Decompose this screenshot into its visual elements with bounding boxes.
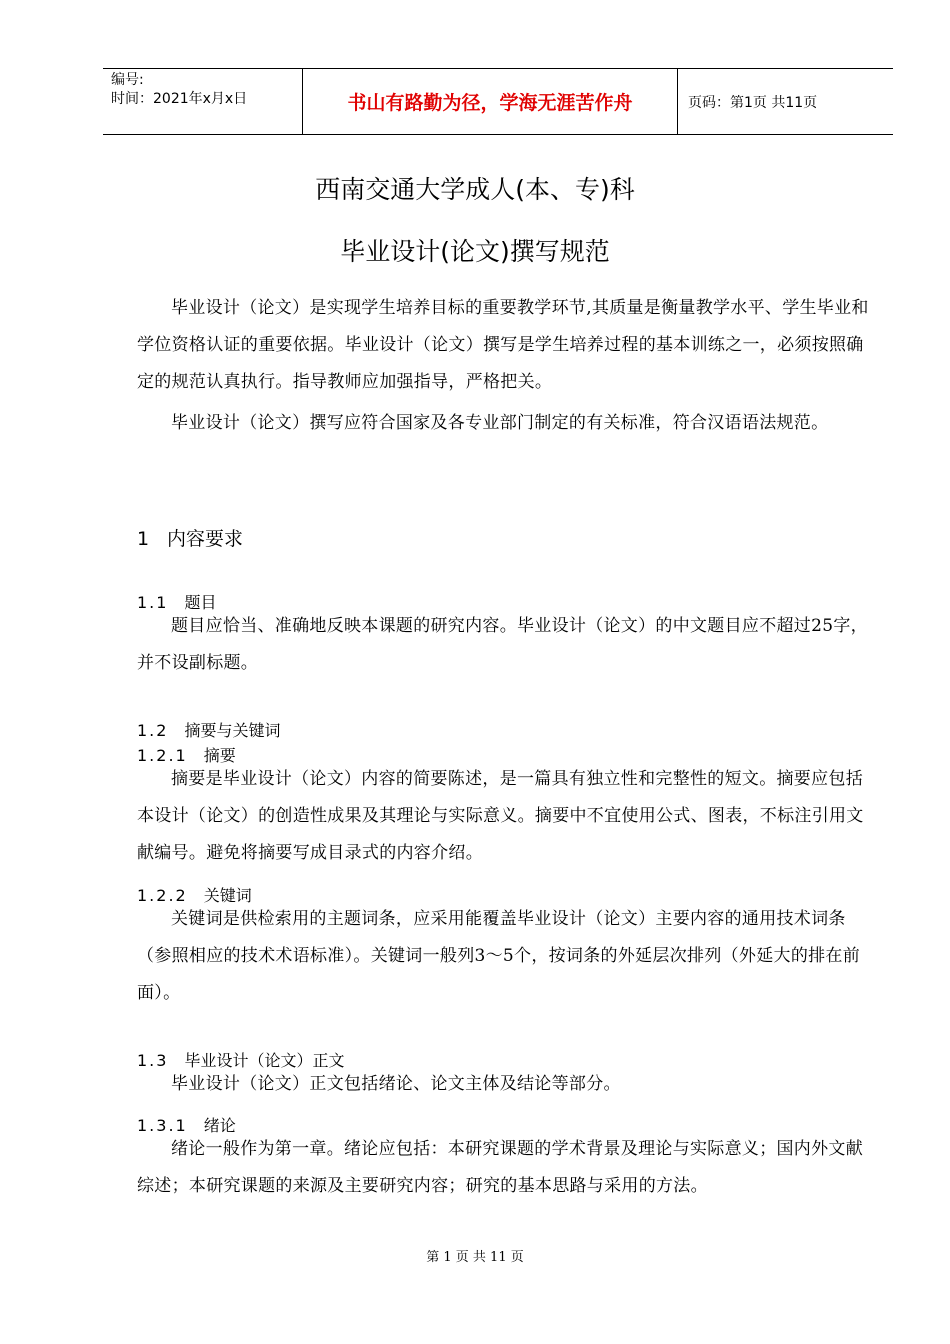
subsection-title: 题目 (184, 593, 217, 612)
section-number: 1 (137, 528, 150, 550)
page-footer: 第 1 页 共 11 页 (426, 1250, 524, 1265)
subsection-number: 1.3.1 (137, 1116, 188, 1135)
subsection-number: 1.1 (137, 593, 169, 612)
paragraph-1-2-2: 关键词是供检索用的主题词条，应采用能覆盖毕业设计（论文）主要内容的通用技术词条（参照相应的技术术语标准）。关键词一般列3～5个，按词条的外延层次排列（外延大的排在前面）。 (137, 909, 861, 1003)
subsection-title: 摘要与关键词 (184, 721, 281, 740)
paragraph-1-2-1: 摘要是毕业设计（论文）内容的简要陈述，是一篇具有独立性和完整性的短文。摘要应包括本设计（论文）的创造性成果及其理论与实际意义。摘要中不宜使用公式、图表，不标注引用文献编号。避免将摘要写成目录式的内容介绍。 (137, 769, 864, 863)
page-info: 页码：第1页 共11页 (688, 94, 818, 111)
subsection-heading-1-2 (137, 718, 280, 741)
subsection-title: 绪论 (203, 1116, 236, 1135)
section-title: 内容要求 (167, 528, 244, 550)
subsection-number: 1.2.2 (137, 886, 188, 905)
subsection-title: 关键词 (203, 886, 252, 905)
header-table (103, 68, 893, 135)
intro-paragraph-2: 毕业设计（论文）撰写应符合国家及各专业部门制定的有关标准，符合汉语语法规范。 (171, 413, 829, 433)
subsection-title: 摘要 (203, 746, 236, 765)
subsection-number: 1.2 (137, 721, 169, 740)
header-left-cell (103, 69, 303, 134)
paragraph-1-3: 毕业设计（论文）正文包括绪论、论文主体及结论等部分。 (171, 1074, 621, 1094)
subsection-title: 毕业设计（论文）正文 (184, 1051, 345, 1070)
section-heading-1 (137, 524, 243, 551)
paragraph-1-1: 题目应恰当、准确地反映本课题的研究内容。毕业设计（论文）的中文题目应不超过25字，并不设副标题。 (137, 616, 868, 673)
subsection-number: 1.2.1 (137, 746, 188, 765)
document-title-line2: 毕业设计(论文)撰写规范 (340, 237, 610, 266)
subsection-number: 1.3 (137, 1051, 169, 1070)
paragraph-1-3-1: 绪论一般作为第一章。绪论应包括：本研究课题的学术背景及理论与实际意义；国内外文献综述；本研究课题的来源及主要研究内容；研究的基本思路与采用的方法。 (137, 1139, 863, 1196)
motto: 书山有路勤为径，学海无涯苦作舟 (303, 69, 678, 134)
number-label: 编号: (111, 72, 144, 88)
time-label: 时间：2021年x月x日 (111, 91, 248, 107)
document-title-line1: 西南交通大学成人(本、专)科 (315, 175, 635, 204)
intro-paragraph-1: 毕业设计（论文）是实现学生培养目标的重要教学环节,其质量是衡量教学水平、学生毕业和学位资格认证的重要依据。毕业设计（论文）撰写是学生培养过程的基本训练之一，必须按照确定的规范认真执行。指导教师应加强指导，严格把关。 (137, 298, 869, 392)
